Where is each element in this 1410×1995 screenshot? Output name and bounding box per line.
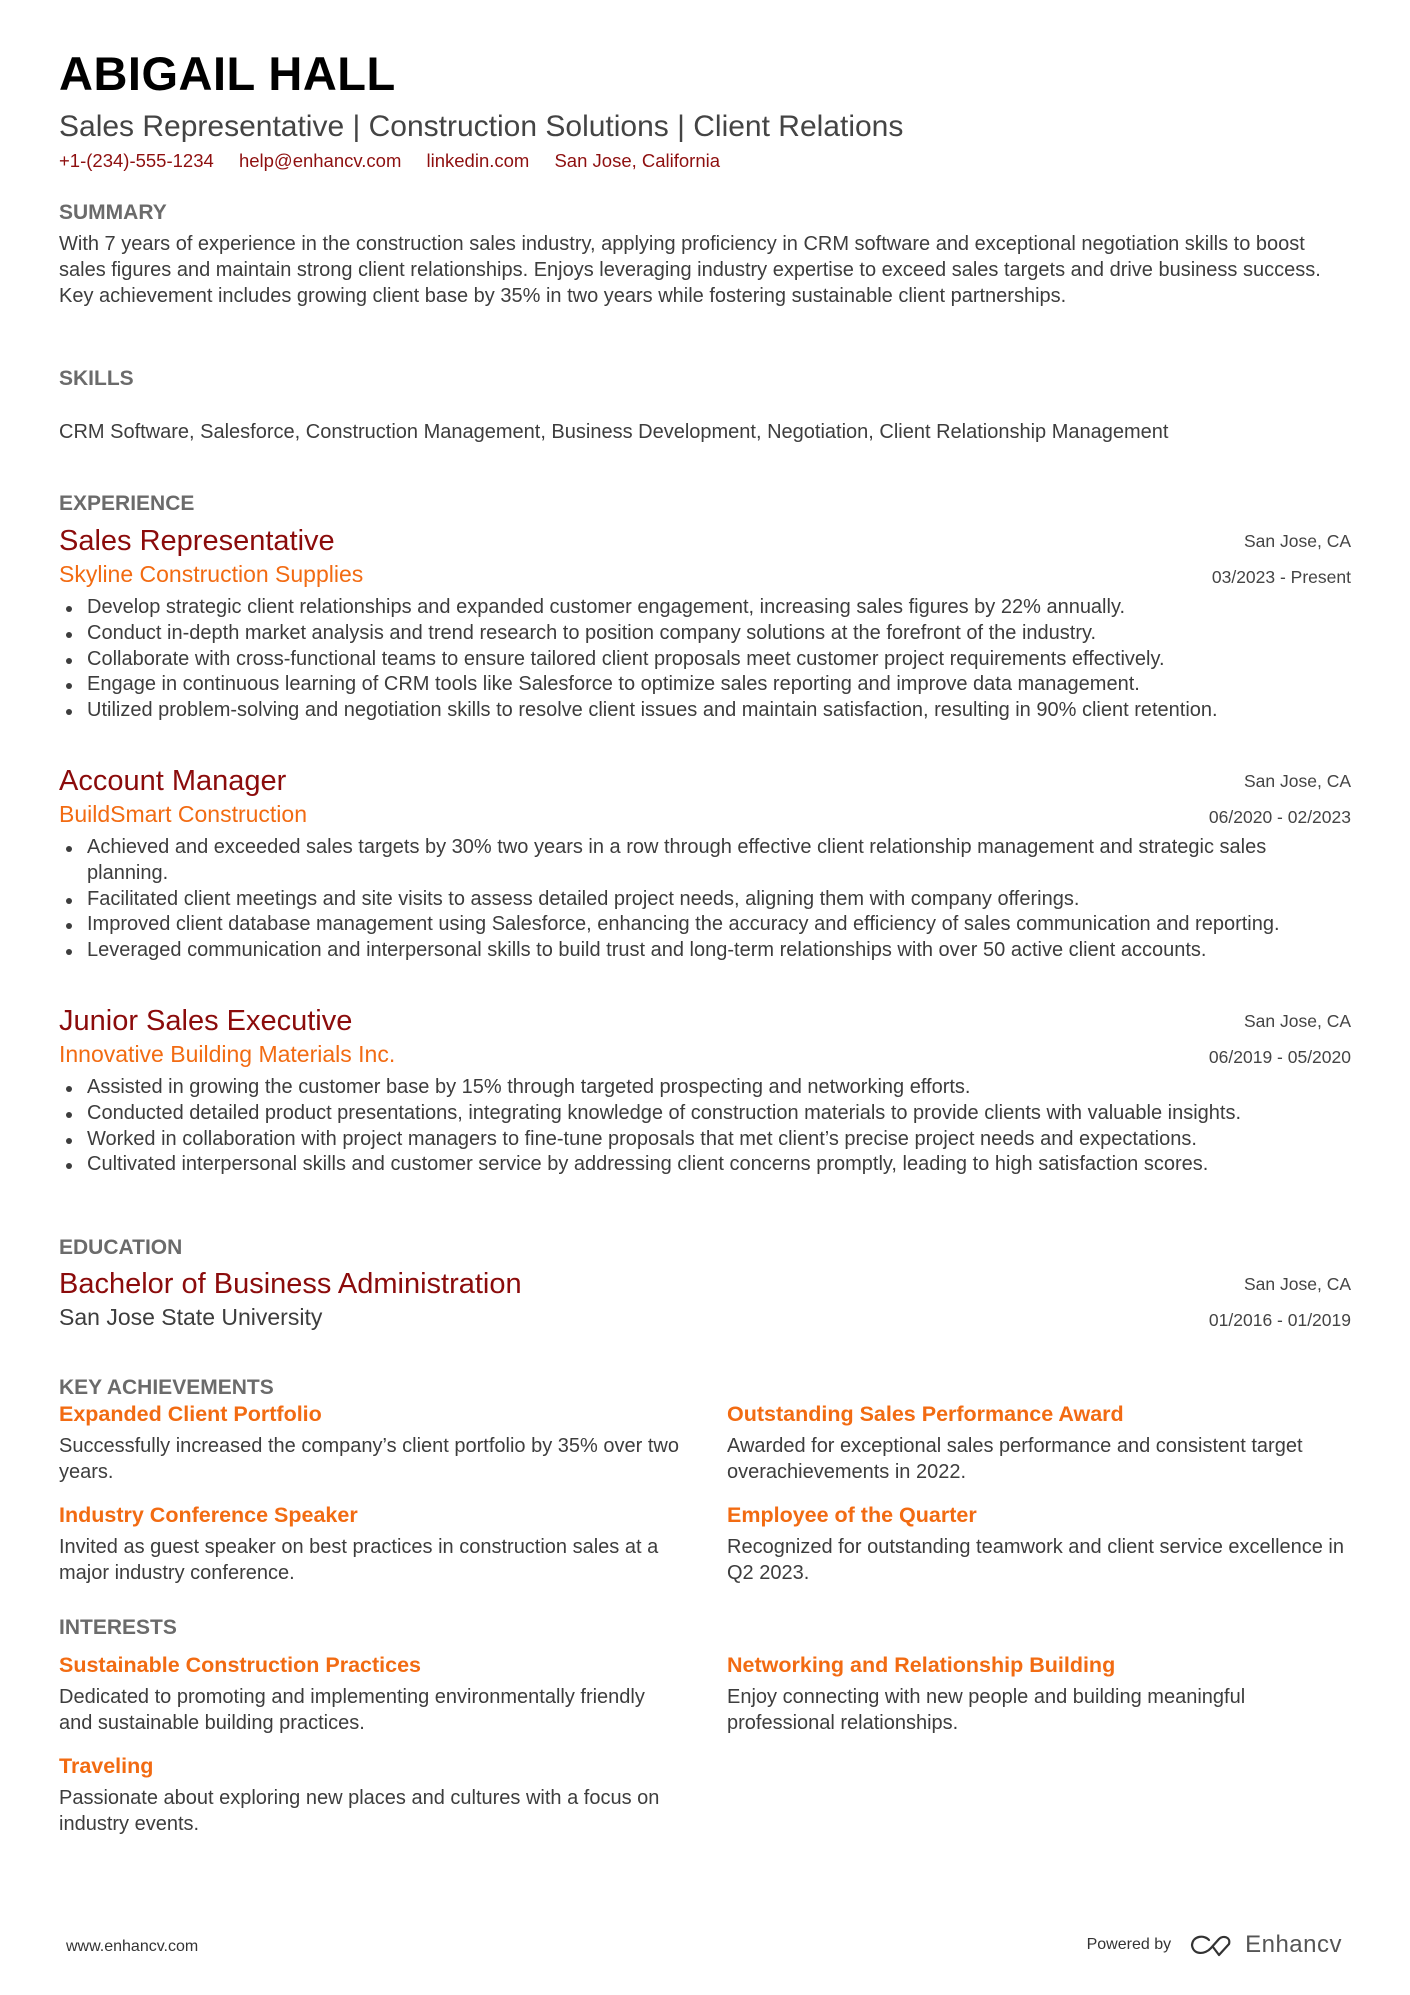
education-entry (59, 1268, 1351, 1334)
achievement-title: Employee of the Quarter (727, 1503, 977, 1527)
job-bullets (59, 835, 1351, 964)
interest-item (59, 1651, 679, 1737)
job-location: San Jose, CA (1244, 1011, 1351, 1031)
bullet-item: Collaborate with cross-functional teams to ensure tailored client proposals meet customer project requirements effectively. (59, 647, 1351, 673)
bullet-item: Assisted in growing the customer base by 15% through targeted prospecting and networking efforts. (59, 1075, 1351, 1101)
achievement-item (59, 1400, 679, 1486)
achievement-item (59, 1501, 679, 1587)
interest-item (59, 1752, 679, 1838)
experience-entry (59, 765, 1351, 964)
footer-branding (1087, 1931, 1342, 1959)
achievement-desc: Invited as guest speaker on best practices in construction sales at a major industry conference. (59, 1536, 659, 1584)
linkedin-link[interactable]: linkedin.com (426, 150, 530, 171)
bullet-item: Develop strategic client relationships and expanded customer engagement, increasing sales figures by 22% annually. (59, 595, 1351, 621)
achievement-desc: Awarded for exceptional sales performance and consistent target overachievements in 2022. (727, 1435, 1303, 1483)
headline: Sales Representative | Construction Solutions | Client Relations (59, 110, 904, 143)
experience-entry (59, 1005, 1351, 1178)
achievement-title: Outstanding Sales Performance Award (727, 1402, 1124, 1426)
bullet-item: Leveraged communication and interpersonal skills to build trust and long-term relationships with over 50 active client accounts. (59, 938, 1351, 964)
job-dates: 03/2023 - Present (1211, 567, 1351, 587)
bullet-item: Utilized problem-solving and negotiation skills to resolve client issues and maintain satisfaction, resulting in 90% client retention. (59, 698, 1351, 724)
bullet-item: Cultivated interpersonal skills and customer service by addressing client concerns promptly, leading to high satisfaction scores. (59, 1152, 1351, 1178)
job-title: Sales Representative (59, 525, 335, 557)
job-location: San Jose, CA (1244, 531, 1351, 551)
interest-desc: Passionate about exploring new places and cultures with a focus on industry events. (59, 1787, 660, 1835)
section-title-skills: SKILLS (59, 367, 134, 390)
section-title-interests: INTERESTS (59, 1616, 177, 1639)
contact-info (59, 152, 740, 171)
company-name: Innovative Building Materials Inc. (59, 1041, 396, 1067)
bullet-item: Engage in continuous learning of CRM tools like Salesforce to optimize sales reporting and improve data management. (59, 672, 1351, 698)
interest-desc: Dedicated to promoting and implementing environmentally friendly and sustainable building practices. (59, 1686, 645, 1734)
location-text: San Jose, California (554, 150, 721, 171)
bullet-item: Facilitated client meetings and site visits to assess detailed project needs, aligning them with company offerings. (59, 887, 1351, 913)
interest-title: Traveling (59, 1754, 154, 1778)
company-name: BuildSmart Construction (59, 801, 307, 827)
job-title: Junior Sales Executive (59, 1005, 353, 1037)
achievement-item (727, 1501, 1347, 1587)
bullet-item: Achieved and exceeded sales targets by 30% two years in a row through effective client relationship management and strategic sales planning. (59, 835, 1351, 887)
brand-name: Enhancv (1245, 1931, 1342, 1958)
achievement-desc: Successfully increased the company’s client portfolio by 35% over two years. (59, 1435, 679, 1483)
interest-title: Networking and Relationship Building (727, 1653, 1116, 1677)
enhancv-logo[interactable] (1189, 1931, 1342, 1959)
job-location: San Jose, CA (1244, 771, 1351, 791)
company-name: Skyline Construction Supplies (59, 561, 364, 587)
skills-text: CRM Software, Salesforce, Construction Management, Business Development, Negotiation, Client Relationship Management (59, 421, 1169, 443)
job-dates: 06/2019 - 05/2020 (1208, 1047, 1351, 1067)
summary-text: With 7 years of experience in the construction sales industry, applying proficiency in CRM software and exceptional negotiation skills to boost sales figures and maintain strong client relationships. Enjoys leveraging industry expertise to exceed sales targets and drive business success. Key achievement includes growing client base by 35% in two years while fostering sustainable client partnerships. (59, 233, 1321, 307)
bullet-item: Conduct in-depth market analysis and trend research to position company solutions at the forefront of the industry. (59, 621, 1351, 647)
bullet-item: Improved client database management using Salesforce, enhancing the accuracy and efficiency of sales communication and reporting. (59, 912, 1351, 938)
section-title-summary: SUMMARY (59, 201, 167, 224)
section-title-education: EDUCATION (59, 1236, 183, 1259)
email-link[interactable]: help@enhancv.com (238, 150, 402, 171)
enhancv-logo-icon (1189, 1933, 1235, 1957)
degree-title: Bachelor of Business Administration (59, 1268, 522, 1300)
school-name: San Jose State University (59, 1304, 323, 1330)
job-title: Account Manager (59, 765, 287, 797)
section-title-experience: EXPERIENCE (59, 492, 195, 515)
bullet-item: Worked in collaboration with project managers to fine-tune proposals that met client’s precise project needs and expectations. (59, 1127, 1351, 1153)
achievement-title: Expanded Client Portfolio (59, 1402, 322, 1426)
job-dates: 06/2020 - 02/2023 (1208, 807, 1351, 827)
achievement-item (727, 1400, 1347, 1486)
powered-by-label: Powered by (1086, 1936, 1172, 1953)
interest-desc: Enjoy connecting with new people and building meaningful professional relationships. (727, 1686, 1246, 1734)
education-dates: 01/2016 - 01/2019 (1208, 1310, 1351, 1330)
achievement-title: Industry Conference Speaker (59, 1503, 358, 1527)
education-location: San Jose, CA (1244, 1274, 1351, 1294)
job-bullets (59, 1075, 1351, 1178)
phone-link[interactable]: +1-(234)-555-1234 (59, 150, 214, 171)
achievement-desc: Recognized for outstanding teamwork and client service excellence in Q2 2023. (727, 1536, 1345, 1584)
job-bullets (59, 595, 1351, 724)
footer-website-link[interactable]: www.enhancv.com (66, 1938, 199, 1955)
experience-entry (59, 525, 1351, 724)
bullet-item: Conducted detailed product presentations, integrating knowledge of construction materials to provide clients with valuable insights. (59, 1101, 1351, 1127)
section-title-key-achievements: KEY ACHIEVEMENTS (59, 1376, 274, 1399)
interest-item (727, 1651, 1347, 1737)
interest-title: Sustainable Construction Practices (59, 1653, 422, 1677)
candidate-name: ABIGAIL HALL (59, 47, 396, 100)
